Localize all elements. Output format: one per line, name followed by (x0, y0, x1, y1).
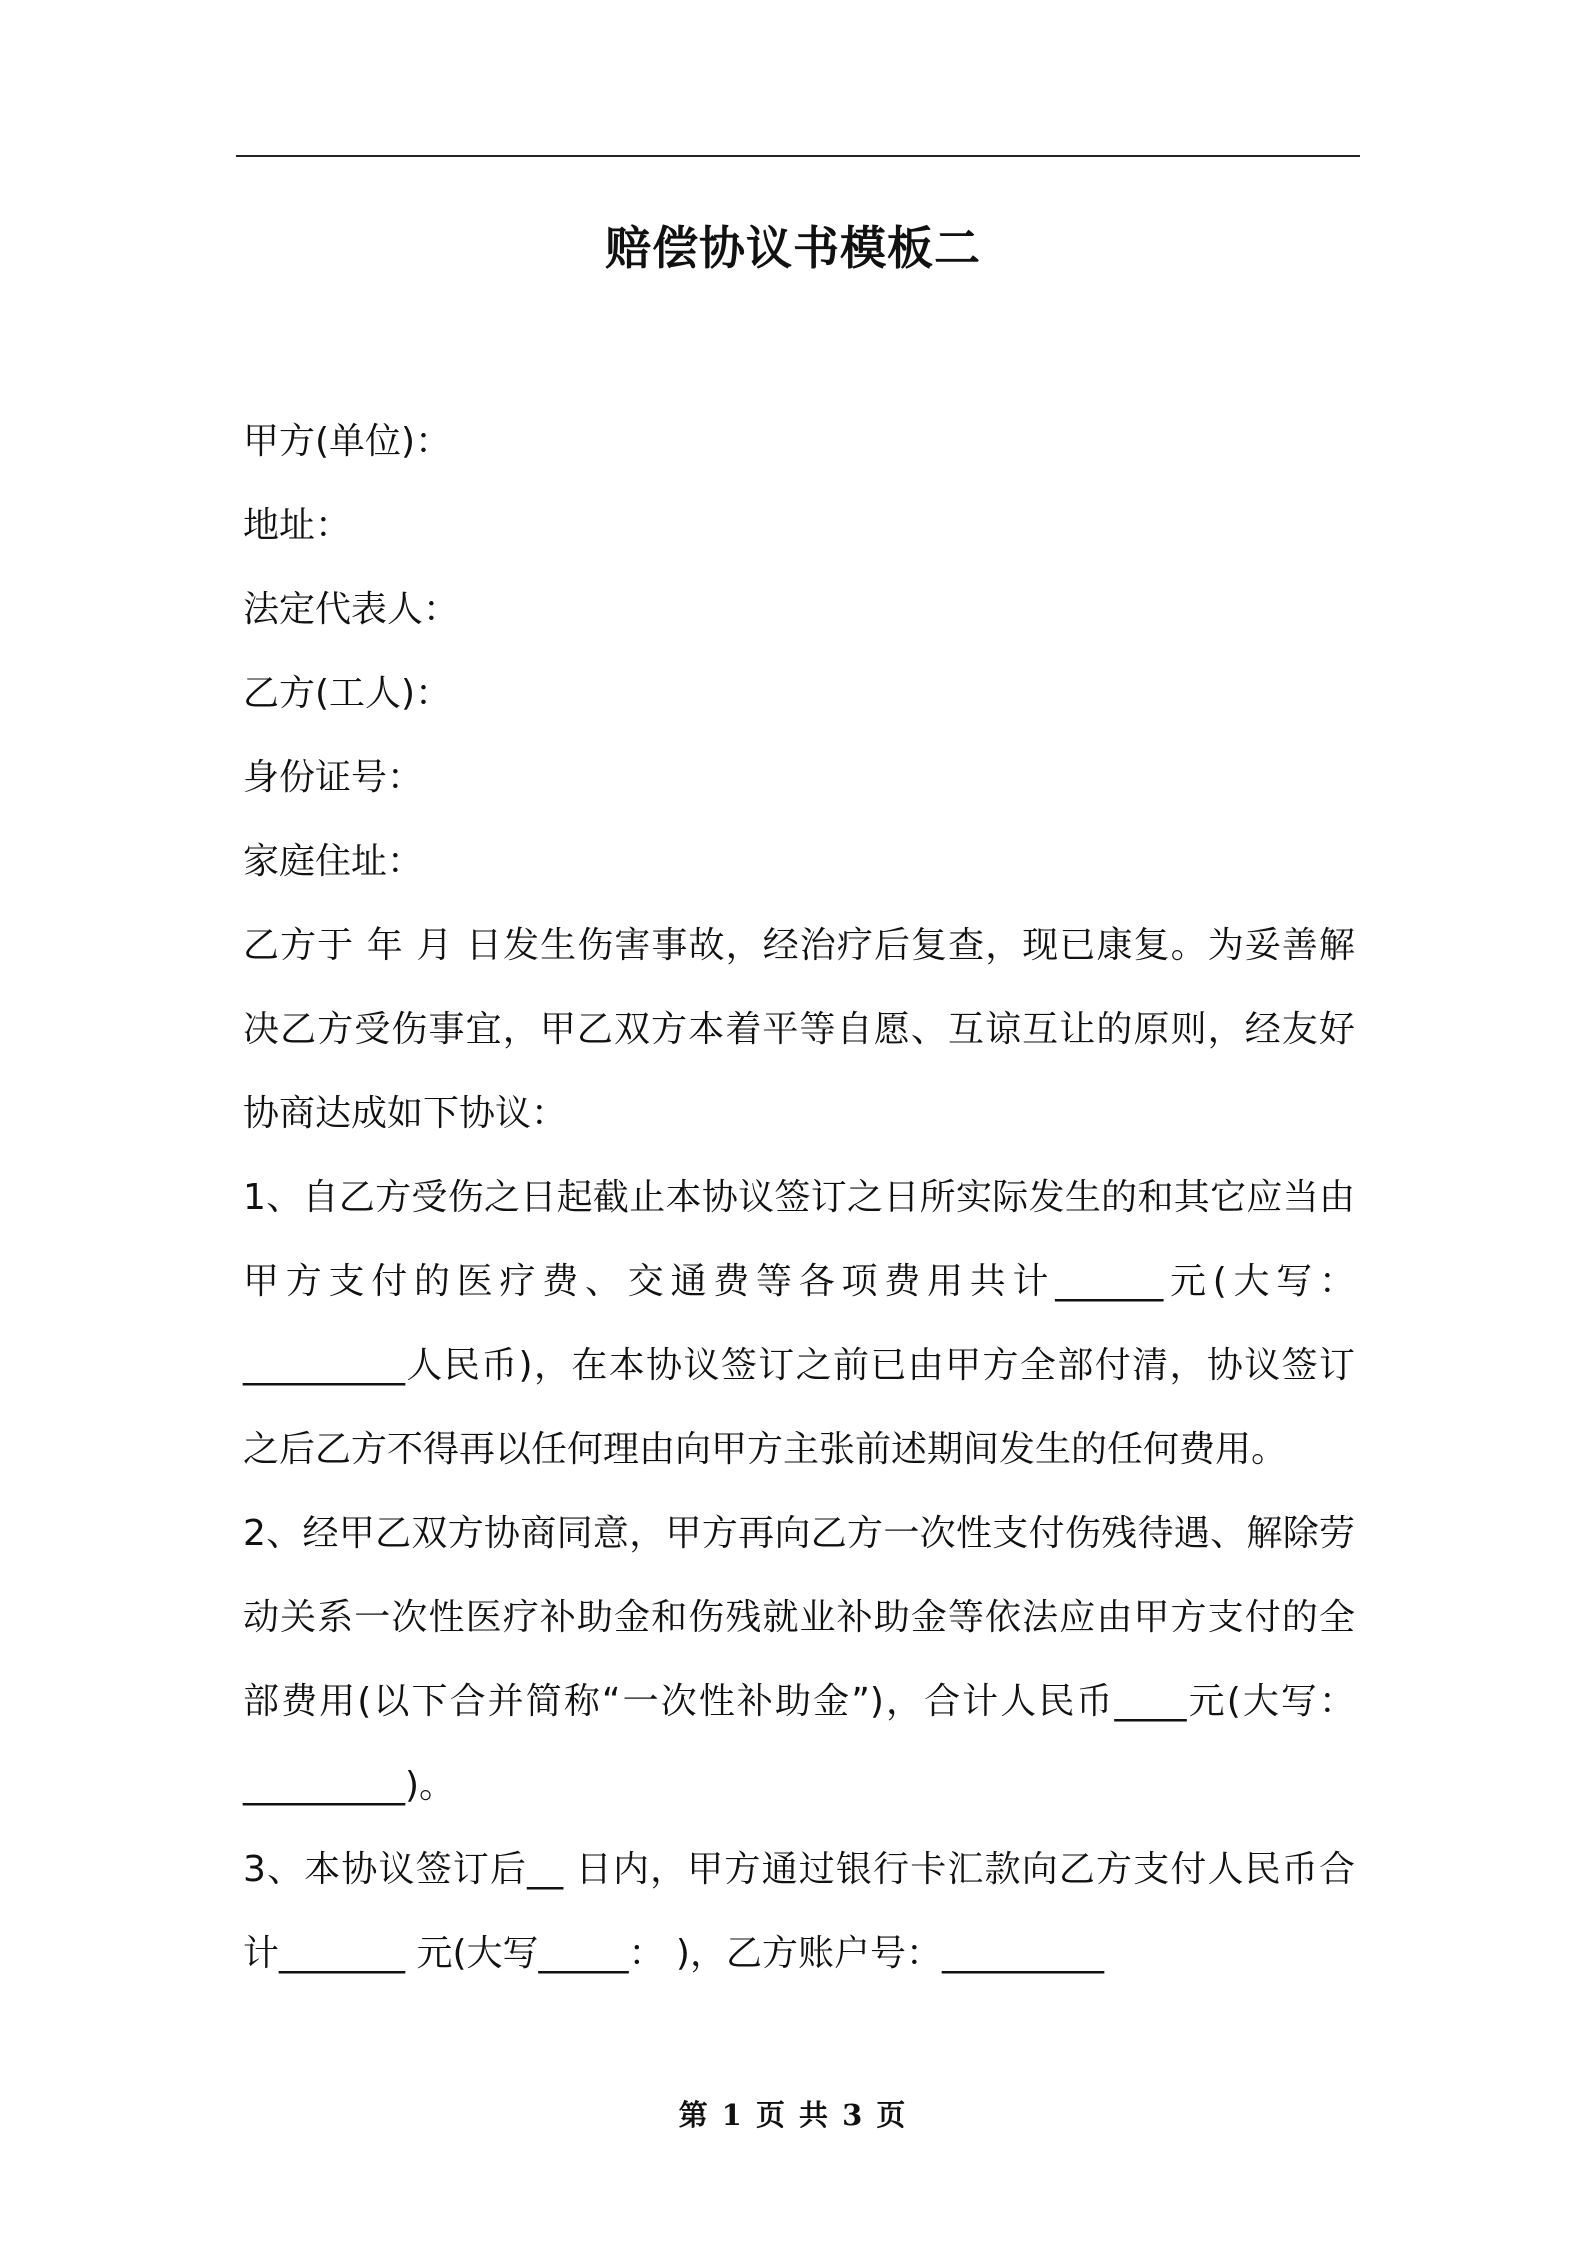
paragraph-clause-1: 1、自乙方受伤之日起截止本协议签订之日所实际发生的和其它应当由甲方支付的医疗费、交通费等各项费用共计______元(大写：_________人民币)，在本协议签订之前已由甲方全部付清，协议签订之后乙方不得再以任何理由向甲方主张前述期间发生的任何费用。 (243, 1177, 1355, 1470)
field-id-number: 身份证号： (243, 757, 424, 798)
header-rule (236, 155, 1360, 157)
page-number-footer: 第 1 页 共 3 页 (678, 2098, 908, 2132)
field-party-b-worker: 乙方(工人)： (243, 673, 452, 714)
field-legal-representative: 法定代表人： (243, 589, 460, 630)
document-title: 赔偿协议书模板二 (605, 221, 981, 275)
paragraph-clause-2: 2、经甲乙双方协商同意，甲方再向乙方一次性支付伤残待遇、解除劳动关系一次性医疗补助金和伤残就业补助金等依法应由甲方支付的全部费用(以下合并简称“一次性补助金”)，合计人民币____元(大写：_________)。 (243, 1513, 1355, 1806)
paragraph-clause-3: 3、本协议签订后__ 日内，甲方通过银行卡汇款向乙方支付人民币合计_______ 元(大写_____： )，乙方账户号：_________ (243, 1849, 1355, 1974)
field-party-a-unit: 甲方(单位)： (243, 421, 452, 462)
field-home-address: 家庭住址： (243, 841, 424, 882)
paragraph-preamble: 乙方于 年 月 日发生伤害事故，经治疗后复查，现已康复。为妥善解决乙方受伤事宜，甲乙双方本着平等自愿、互谅互让的原则，经友好协商达成如下协议： (243, 925, 1355, 1134)
field-address: 地址： (243, 505, 352, 546)
document-body (243, 400, 1355, 1996)
